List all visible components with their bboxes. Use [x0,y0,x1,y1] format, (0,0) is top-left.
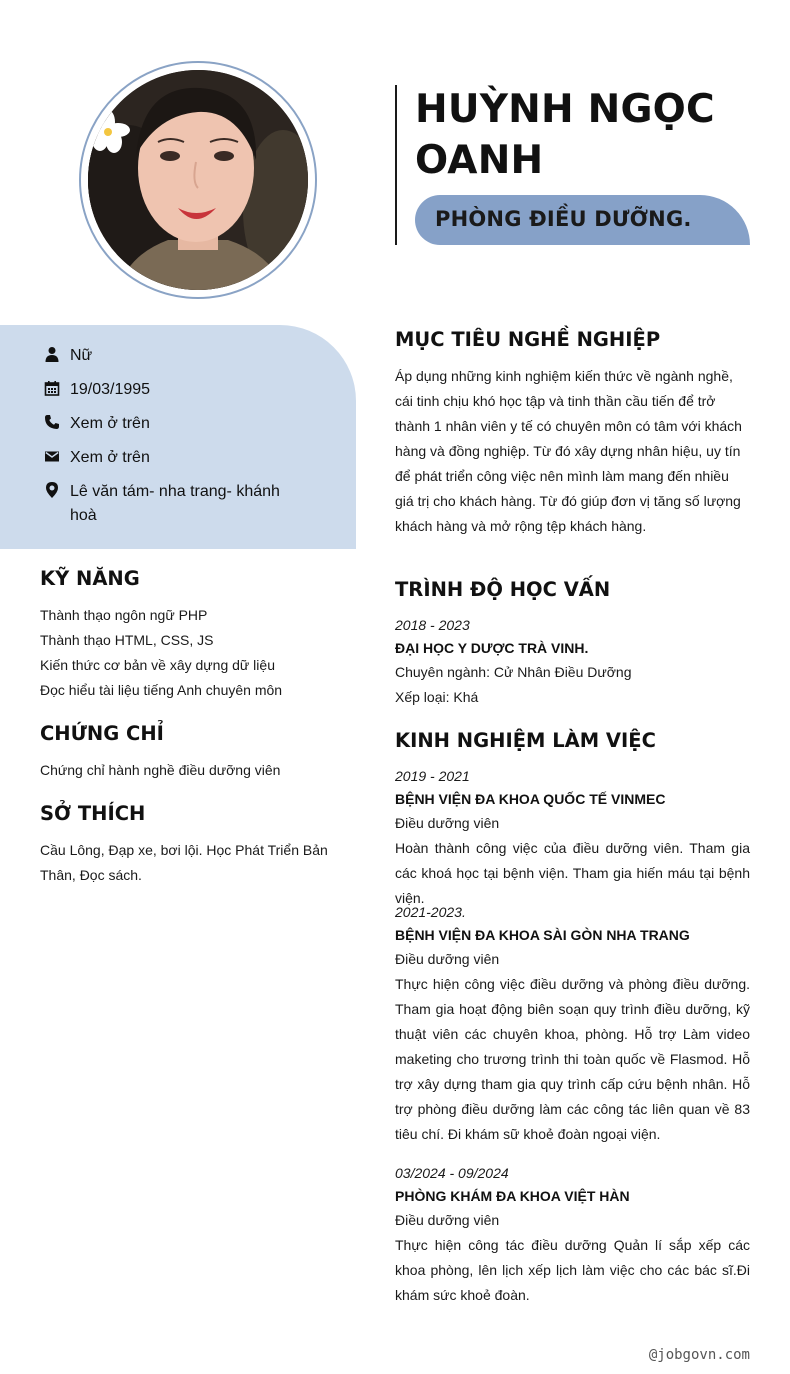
skill-item: Kiến thức cơ bản về xây dựng dữ liệu [40,657,275,673]
job-company: BỆNH VIỆN ĐA KHOA SÀI GÒN NHA TRANG [395,927,690,943]
candidate-name: HUỲNH NGỌC OANH [415,87,715,183]
department-label: PHÒNG ĐIỀU DƯỠNG. [435,207,692,231]
skills-heading: KỸ NĂNG [40,567,140,590]
experience-heading: KINH NGHIỆM LÀM VIỆC [395,729,656,752]
birthday-value: 19/03/1995 [70,381,151,398]
hobbies-heading: SỞ THÍCH [40,802,146,825]
education-heading: TRÌNH ĐỘ HỌC VẤN [395,578,611,601]
location-pin-icon [42,480,62,500]
job-date: 03/2024 - 09/2024 [395,1165,509,1181]
contact-gender [42,344,300,368]
job-date: 2021-2023. [395,904,466,920]
email-value: Xem ở trên [70,449,150,466]
education-school: ĐẠI HỌC Y DƯỢC TRÀ VINH. [395,640,589,656]
skills-list [40,603,350,703]
job-company: BỆNH VIỆN ĐA KHOA QUỐC TẾ VINMEC [395,791,666,807]
job-position: Điều dưỡng viên [395,815,500,831]
phone-value: Xem ở trên [70,415,150,432]
job-position: Điều dưỡng viên [395,951,500,967]
job-description: Thực hiện công tác điều dưỡng Quản lí sắp xếp các khoa phòng, lên lịch xếp lịch làm việc cho các bác sĩ.Đi khám sức khoẻ đoàn. [395,1237,750,1303]
education-date: 2018 - 2023 [395,617,470,633]
objective-text: Áp dụng những kinh nghiệm kiến thức về ngành nghề, cái tinh chịu khó học tập và tinh thần cầu tiến để trở thành 1 nhân viên y tế có chuyên môn có tâm với khách hàng và đồng nghiệp. Từ đó xây dựng nhân hiệu, uy tín để phát triển công việc nên mình làm mang đến nhiều giá trị cho khách hàng. Từ đó giúp đơn vị tăng số lượng khách hàng và mở rộng tệp khách hàng. [395,368,742,534]
department-badge [415,195,750,245]
job-position: Điều dưỡng viên [395,1212,500,1228]
objective-heading: MỤC TIÊU NGHỀ NGHIỆP [395,328,661,351]
contact-phone [42,412,300,436]
contact-address [42,480,300,528]
job-description: Thực hiện công việc điều dưỡng và phòng điều dưỡng. Tham gia hoạt động biên soạn quy trình điều dưỡng, kỹ thuật viên các chuyên khoa, phòng. Hỗ trợ Làm video maketing cho trương trình thi toàn quốc về Flasmod. Hỗ trợ xây dựng tham gia quy trình cấp cứu bệnh nhân. Hỗ trợ phòng điều dưỡng làm các công tác liên quan về 83 tiêu chí. Đi khám sữ khoẻ đoàn ngoại viện. [395,976,750,1142]
education-major: Chuyên ngành: Cử Nhân Điều Dưỡng [395,664,632,680]
address-value: Lê văn tám- nha trang- khánh hoà [70,483,280,524]
gender-value: Nữ [70,347,93,364]
phone-icon [42,412,62,432]
mail-icon [42,446,62,466]
certificates-heading: CHỨNG CHỈ [40,722,164,745]
education-rank: Xếp loại: Khá [395,689,479,705]
skill-item: Thành thạo HTML, CSS, JS [40,632,214,648]
certificates-text: Chứng chỉ hành nghề điều dưỡng viên [40,762,281,778]
skill-item: Đọc hiểu tài liệu tiếng Anh chuyên môn [40,682,283,698]
contact-email [42,446,300,470]
person-icon [42,344,62,364]
name-divider [395,85,397,245]
job-description: Hoàn thành công việc của điều dưỡng viên. Tham gia các khoá học tại bệnh viện. Tham gia hiến máu tại bệnh viện. [395,840,750,906]
job-company: PHÒNG KHÁM ĐA KHOA VIỆT HÀN [395,1188,630,1204]
avatar [88,70,308,290]
skill-item: Thành thạo ngôn ngữ PHP [40,607,208,623]
watermark: @jobgovn.com [648,1347,750,1363]
hobbies-text: Cầu Lông, Đạp xe, bơi lội. Học Phát Triển Bản Thân, Đọc sách. [40,842,328,883]
job-date: 2019 - 2021 [395,768,470,784]
contact-birthday [42,378,300,402]
calendar-icon [42,378,62,398]
